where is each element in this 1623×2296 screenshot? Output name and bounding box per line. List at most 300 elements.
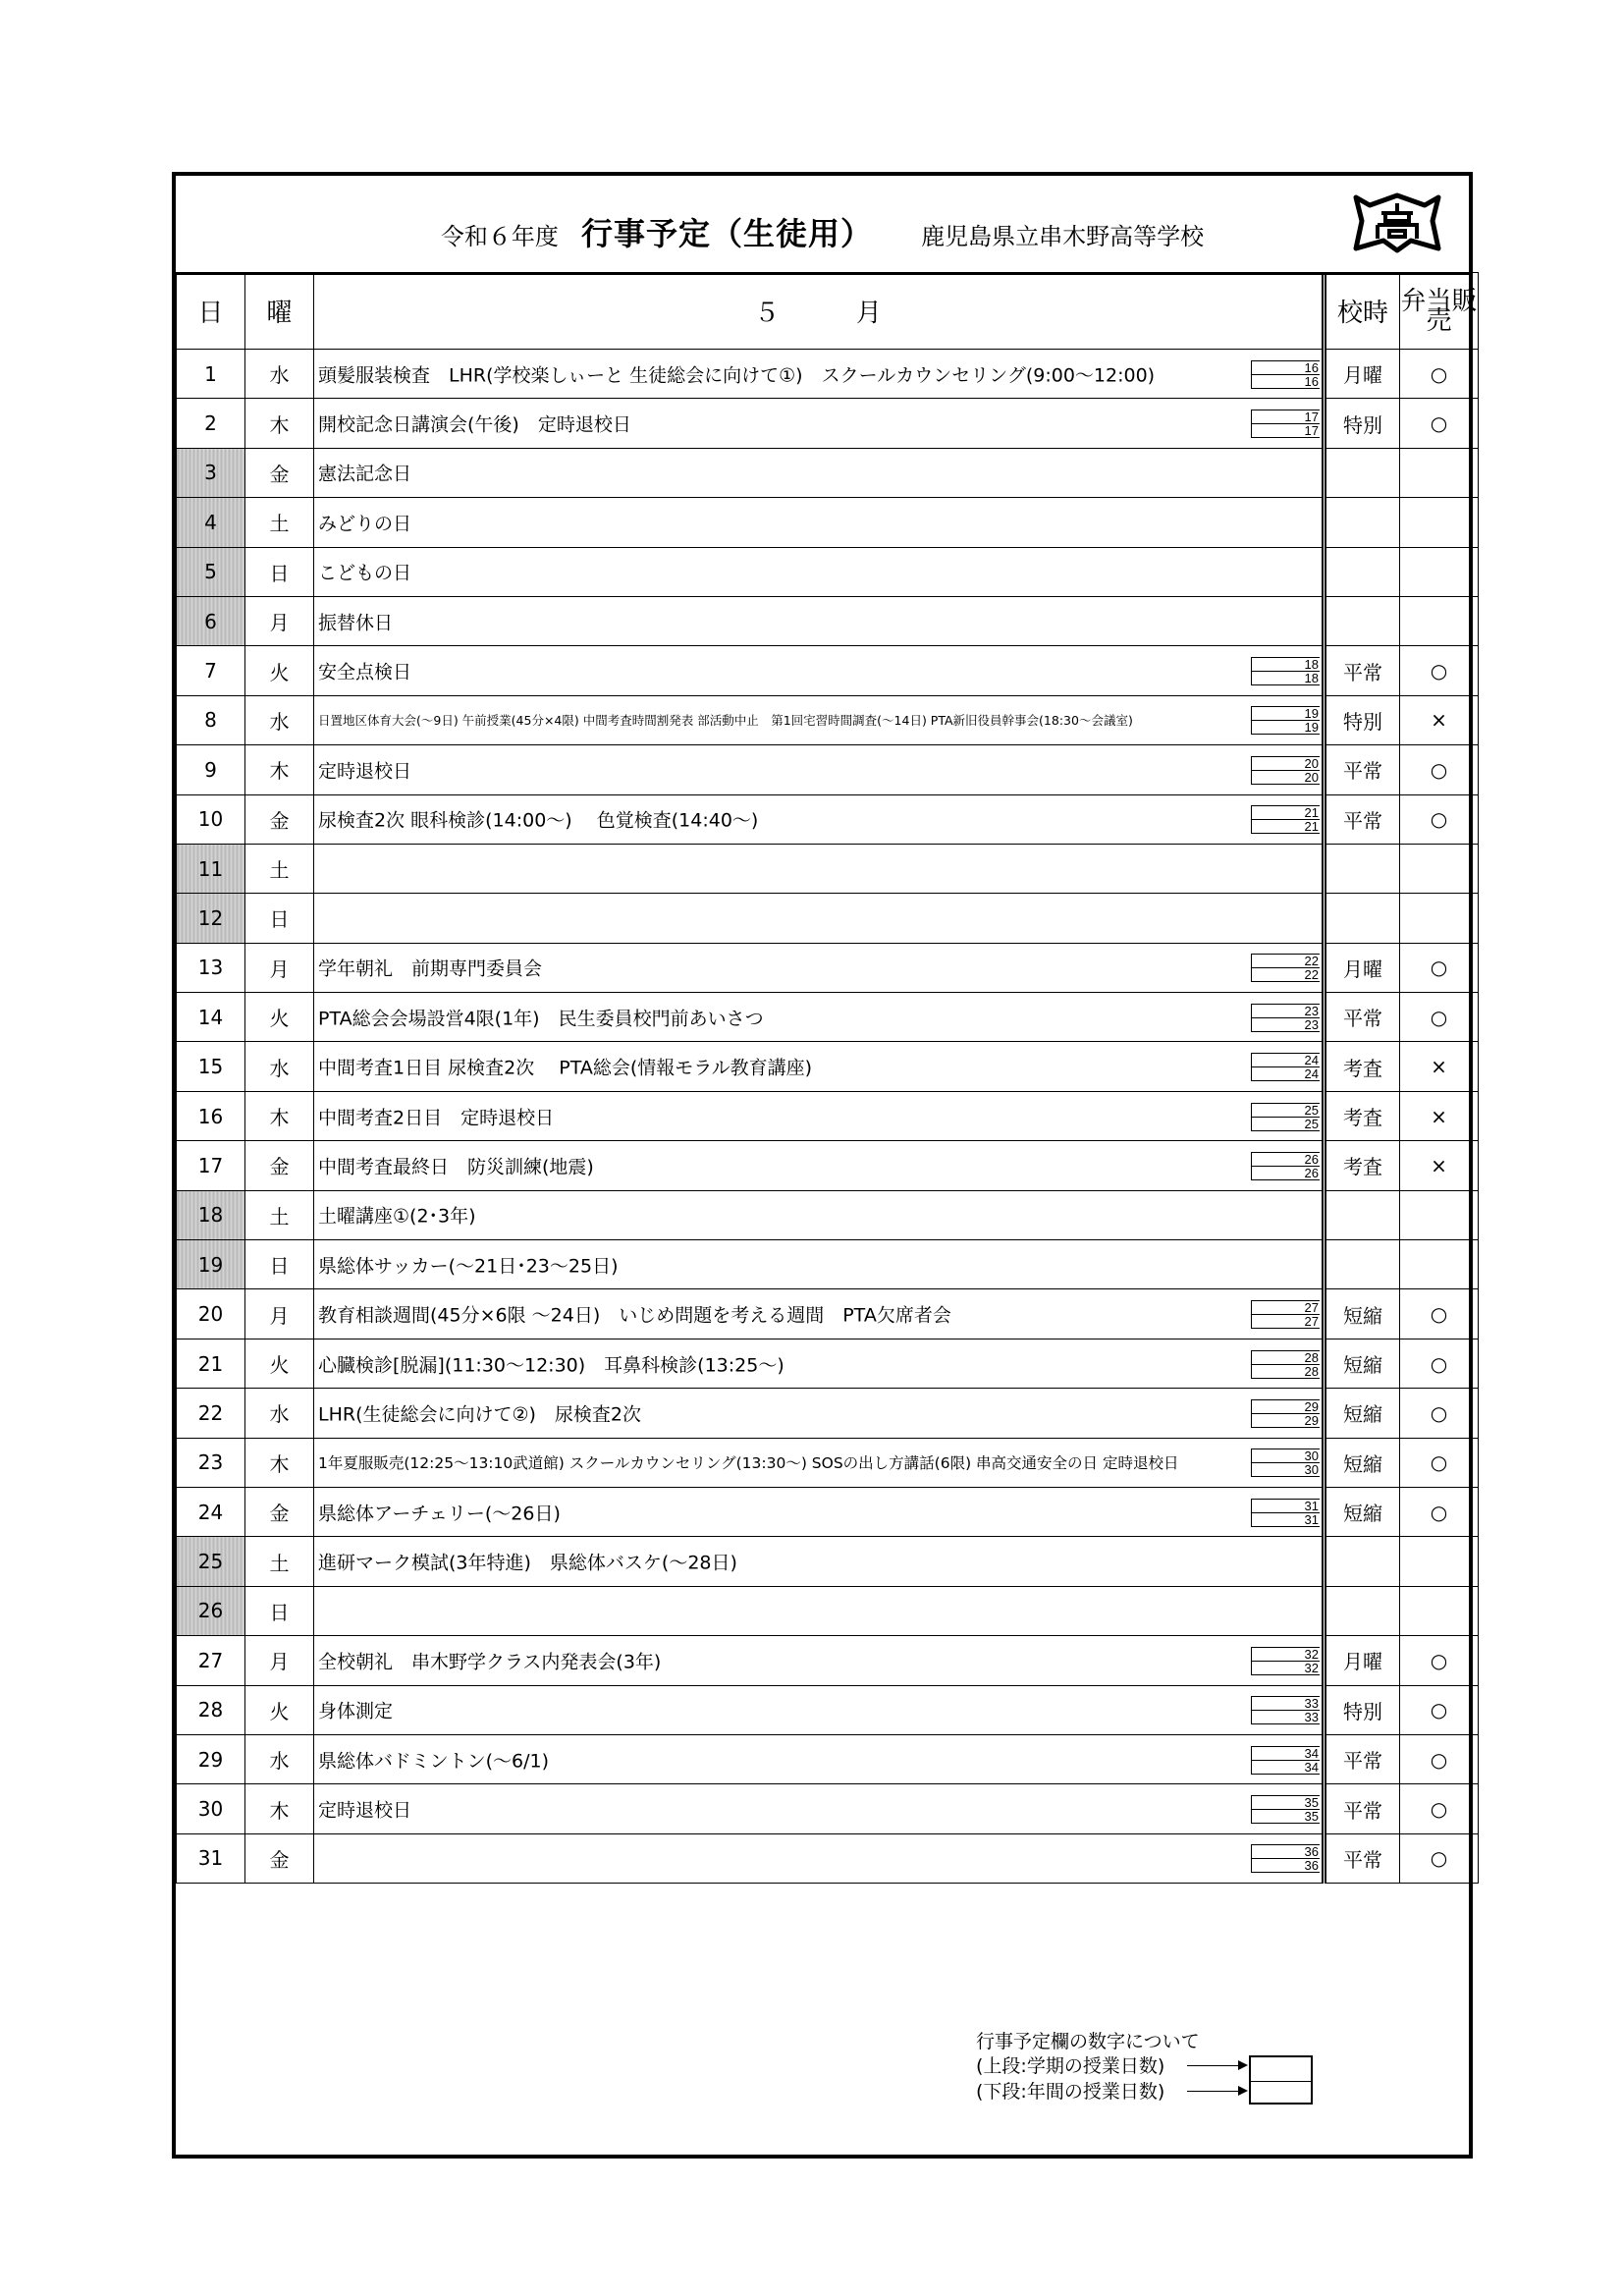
event-cell bbox=[314, 1636, 1325, 1685]
event-text: 県総体サッカー(～21日･23～25日) bbox=[318, 1255, 619, 1278]
event-cell bbox=[314, 596, 1325, 645]
event-text: 全校朝礼 串木野学クラス内発表会(3年) bbox=[318, 1651, 662, 1673]
day-cell: 6 bbox=[177, 596, 245, 645]
year-day-count: 31 bbox=[1251, 1513, 1320, 1527]
legend-upper-label: (上段:学期の授業日数) bbox=[976, 2055, 1165, 2077]
day-cell: 18 bbox=[177, 1190, 245, 1239]
period-cell bbox=[1325, 1240, 1400, 1289]
event-text: 尿検査2次 眼科検診(14:00～) 色覚検査(14:40～) bbox=[318, 809, 759, 832]
period-cell: 短縮 bbox=[1325, 1487, 1400, 1536]
table-row bbox=[177, 646, 1479, 695]
period-cell: 平常 bbox=[1325, 745, 1400, 794]
table-header-row bbox=[177, 273, 1479, 350]
table-row bbox=[177, 993, 1479, 1042]
event-text: 憲法記念日 bbox=[318, 463, 412, 485]
weekday-cell: 日 bbox=[245, 1586, 314, 1635]
weekday-cell: 火 bbox=[245, 1685, 314, 1734]
term-day-count: 28 bbox=[1251, 1350, 1320, 1365]
event-text: 中間考査最終日 防災訓練(地震) bbox=[318, 1156, 594, 1178]
bento-cell bbox=[1400, 844, 1479, 893]
class-day-counter bbox=[1251, 1004, 1320, 1031]
period-cell bbox=[1325, 1586, 1400, 1635]
period-cell: 短縮 bbox=[1325, 1389, 1400, 1438]
term-day-count: 24 bbox=[1251, 1053, 1320, 1067]
event-text: 県総体アーチェリー(～26日) bbox=[318, 1503, 561, 1525]
table-row bbox=[177, 547, 1479, 596]
period-cell bbox=[1325, 498, 1400, 547]
day-cell: 24 bbox=[177, 1487, 245, 1536]
day-cell: 9 bbox=[177, 745, 245, 794]
day-cell: 25 bbox=[177, 1537, 245, 1586]
bento-cell: ○ bbox=[1400, 1389, 1479, 1438]
event-cell bbox=[314, 547, 1325, 596]
table-row bbox=[177, 844, 1479, 893]
event-cell bbox=[314, 1091, 1325, 1140]
table-row bbox=[177, 1190, 1479, 1239]
day-cell: 17 bbox=[177, 1141, 245, 1190]
year-day-count: 25 bbox=[1251, 1118, 1320, 1131]
event-text: 開校記念日講演会(午後) 定時退校日 bbox=[318, 413, 631, 436]
weekday-cell: 火 bbox=[245, 646, 314, 695]
legend-title: 行事予定欄の数字について bbox=[976, 2031, 1200, 2052]
weekday-cell: 日 bbox=[245, 547, 314, 596]
year-day-count: 32 bbox=[1251, 1662, 1320, 1675]
table-row bbox=[177, 1438, 1479, 1487]
table-row bbox=[177, 943, 1479, 992]
bento-cell bbox=[1400, 1537, 1479, 1586]
event-cell bbox=[314, 1240, 1325, 1289]
day-cell: 21 bbox=[177, 1339, 245, 1388]
year-day-count: 19 bbox=[1251, 721, 1320, 735]
class-day-counter bbox=[1251, 360, 1320, 388]
event-cell bbox=[314, 1339, 1325, 1388]
event-text: 頭髪服装検査 LHR(学校楽しぃーと 生徒総会に向けて①) スクールカウンセリング(9:00～12:00) bbox=[318, 364, 1156, 387]
weekday-cell: 木 bbox=[245, 1438, 314, 1487]
bento-cell: ○ bbox=[1400, 1487, 1479, 1536]
period-cell: 月曜 bbox=[1325, 350, 1400, 399]
year-day-count: 29 bbox=[1251, 1414, 1320, 1428]
year-day-count: 16 bbox=[1251, 375, 1320, 389]
term-day-count: 17 bbox=[1251, 410, 1320, 424]
class-day-counter bbox=[1251, 1152, 1320, 1179]
day-cell: 20 bbox=[177, 1289, 245, 1339]
event-text: 教育相談週間(45分×6限 ～24日) いじめ問題を考える週間 PTA欠席者会 bbox=[318, 1304, 951, 1327]
period-cell: 平常 bbox=[1325, 1734, 1400, 1783]
event-cell bbox=[314, 943, 1325, 992]
bento-cell: ○ bbox=[1400, 745, 1479, 794]
day-cell: 7 bbox=[177, 646, 245, 695]
page-title: 行事予定（生徒用） bbox=[580, 215, 873, 252]
year-day-count: 18 bbox=[1251, 672, 1320, 685]
day-cell: 10 bbox=[177, 794, 245, 844]
event-text: みどりの日 bbox=[318, 513, 412, 535]
legend-lower bbox=[976, 2079, 1467, 2105]
year-day-count: 27 bbox=[1251, 1315, 1320, 1329]
term-day-count: 32 bbox=[1251, 1647, 1320, 1662]
bento-cell: ○ bbox=[1400, 993, 1479, 1042]
period-cell: 短縮 bbox=[1325, 1289, 1400, 1339]
weekday-cell: 火 bbox=[245, 1339, 314, 1388]
class-day-counter bbox=[1251, 1647, 1320, 1674]
schedule-sheet bbox=[172, 172, 1478, 2159]
col-header-weekday: 曜 bbox=[245, 273, 314, 350]
period-cell: 平常 bbox=[1325, 794, 1400, 844]
table-row bbox=[177, 794, 1479, 844]
bento-cell: ○ bbox=[1400, 943, 1479, 992]
term-day-count: 35 bbox=[1251, 1795, 1320, 1810]
count-legend bbox=[976, 2027, 1467, 2105]
year-day-count: 30 bbox=[1251, 1463, 1320, 1477]
event-cell bbox=[314, 1734, 1325, 1783]
year-day-count: 23 bbox=[1251, 1018, 1320, 1032]
period-cell: 考査 bbox=[1325, 1141, 1400, 1190]
sheet-header bbox=[176, 176, 1469, 275]
col-header-bento: 弁当販売 bbox=[1400, 273, 1479, 350]
arrow-right-icon bbox=[1187, 2091, 1246, 2092]
period-cell bbox=[1325, 844, 1400, 893]
event-text: 1年夏服販売(12:25～13:10武道館) スクールカウンセリング(13:30～) SOSの出し方講話(6限) 串高交通安全の日 定時退校日 bbox=[318, 1454, 1179, 1473]
event-text: 進研マーク模試(3年特進) 県総体バスケ(～28日) bbox=[318, 1552, 737, 1574]
period-cell: 平常 bbox=[1325, 1784, 1400, 1833]
class-day-counter bbox=[1251, 410, 1320, 437]
class-day-counter bbox=[1251, 706, 1320, 734]
event-cell bbox=[314, 1784, 1325, 1833]
weekday-cell: 日 bbox=[245, 894, 314, 943]
year-day-count: 36 bbox=[1251, 1859, 1320, 1873]
bento-cell bbox=[1400, 1240, 1479, 1289]
day-cell: 23 bbox=[177, 1438, 245, 1487]
table-row bbox=[177, 448, 1479, 497]
bento-cell: ○ bbox=[1400, 1833, 1479, 1883]
year-day-count: 33 bbox=[1251, 1711, 1320, 1724]
event-cell bbox=[314, 1586, 1325, 1635]
col-header-period: 校時 bbox=[1325, 273, 1400, 350]
event-text: LHR(生徒総会に向けて②) 尿検査2次 bbox=[318, 1403, 642, 1426]
class-day-counter bbox=[1251, 1053, 1320, 1080]
weekday-cell: 日 bbox=[245, 1240, 314, 1289]
event-text: 県総体バドミントン(～6/1) bbox=[318, 1750, 550, 1773]
term-day-count: 16 bbox=[1251, 360, 1320, 375]
event-text: 心臓検診[脱漏](11:30～12:30) 耳鼻科検診(13:25～) bbox=[318, 1354, 784, 1376]
table-row bbox=[177, 1537, 1479, 1586]
day-cell: 5 bbox=[177, 547, 245, 596]
year-day-count: 17 bbox=[1251, 424, 1320, 438]
bento-cell: ○ bbox=[1400, 1784, 1479, 1833]
period-cell: 月曜 bbox=[1325, 1636, 1400, 1685]
period-cell: 月曜 bbox=[1325, 943, 1400, 992]
term-day-count: 22 bbox=[1251, 954, 1320, 968]
class-day-counter bbox=[1251, 1499, 1320, 1526]
period-cell: 考査 bbox=[1325, 1042, 1400, 1091]
event-text: 学年朝礼 前期専門委員会 bbox=[318, 957, 543, 980]
arrow-right-icon bbox=[1187, 2065, 1246, 2066]
term-day-count: 27 bbox=[1251, 1300, 1320, 1315]
day-cell: 2 bbox=[177, 399, 245, 448]
legend-count-box bbox=[1249, 2055, 1313, 2105]
term-day-count: 30 bbox=[1251, 1449, 1320, 1463]
year-day-count: 21 bbox=[1251, 820, 1320, 834]
weekday-cell: 水 bbox=[245, 1734, 314, 1783]
col-header-month: ５ 月 bbox=[314, 273, 1325, 350]
day-cell: 4 bbox=[177, 498, 245, 547]
table-row bbox=[177, 1141, 1479, 1190]
table-row bbox=[177, 596, 1479, 645]
day-cell: 16 bbox=[177, 1091, 245, 1140]
event-cell bbox=[314, 745, 1325, 794]
bento-cell: ○ bbox=[1400, 794, 1479, 844]
footer-area bbox=[176, 1909, 1469, 2155]
day-cell: 22 bbox=[177, 1389, 245, 1438]
table-row bbox=[177, 1586, 1479, 1635]
table-row bbox=[177, 1685, 1479, 1734]
bento-cell: ○ bbox=[1400, 1289, 1479, 1339]
event-cell bbox=[314, 1438, 1325, 1487]
bento-cell: ○ bbox=[1400, 1339, 1479, 1388]
weekday-cell: 土 bbox=[245, 1537, 314, 1586]
event-cell bbox=[314, 1141, 1325, 1190]
term-day-count: 18 bbox=[1251, 657, 1320, 672]
table-row bbox=[177, 1091, 1479, 1140]
day-cell: 1 bbox=[177, 350, 245, 399]
day-cell: 19 bbox=[177, 1240, 245, 1289]
table-row bbox=[177, 1734, 1479, 1783]
bento-cell: ○ bbox=[1400, 350, 1479, 399]
term-day-count: 25 bbox=[1251, 1103, 1320, 1118]
event-cell bbox=[314, 1537, 1325, 1586]
table-row bbox=[177, 1289, 1479, 1339]
bento-cell bbox=[1400, 498, 1479, 547]
day-cell: 11 bbox=[177, 844, 245, 893]
event-cell bbox=[314, 498, 1325, 547]
day-cell: 26 bbox=[177, 1586, 245, 1635]
year-day-count: 28 bbox=[1251, 1365, 1320, 1379]
period-cell: 平常 bbox=[1325, 646, 1400, 695]
class-day-counter bbox=[1251, 1449, 1320, 1476]
weekday-cell: 金 bbox=[245, 794, 314, 844]
bento-cell bbox=[1400, 1586, 1479, 1635]
weekday-cell: 月 bbox=[245, 943, 314, 992]
period-cell: 特別 bbox=[1325, 695, 1400, 744]
term-day-count: 31 bbox=[1251, 1499, 1320, 1513]
event-cell bbox=[314, 1289, 1325, 1339]
event-text: 身体測定 bbox=[318, 1700, 394, 1722]
bento-cell: ○ bbox=[1400, 1685, 1479, 1734]
class-day-counter bbox=[1251, 1350, 1320, 1378]
day-cell: 3 bbox=[177, 448, 245, 497]
bento-cell: × bbox=[1400, 1141, 1479, 1190]
table-row bbox=[177, 1042, 1479, 1091]
weekday-cell: 金 bbox=[245, 1141, 314, 1190]
period-cell bbox=[1325, 448, 1400, 497]
weekday-cell: 月 bbox=[245, 1289, 314, 1339]
day-cell: 30 bbox=[177, 1784, 245, 1833]
weekday-cell: 水 bbox=[245, 695, 314, 744]
table-row bbox=[177, 399, 1479, 448]
table-row bbox=[177, 498, 1479, 547]
event-text: こどもの日 bbox=[318, 562, 412, 584]
period-cell bbox=[1325, 547, 1400, 596]
class-day-counter bbox=[1251, 1844, 1320, 1872]
year-day-count: 35 bbox=[1251, 1810, 1320, 1824]
day-cell: 27 bbox=[177, 1636, 245, 1685]
event-cell bbox=[314, 1487, 1325, 1536]
event-cell bbox=[314, 993, 1325, 1042]
schedule-table bbox=[176, 272, 1479, 1884]
event-text: 日置地区体育大会(～9日) 午前授業(45分×4限) 中間考査時間割発表 部活動中止 第1回宅習時間調査(～14日) PTA新旧役員幹事会(18:30～会議室) bbox=[318, 713, 1133, 729]
bento-cell bbox=[1400, 448, 1479, 497]
weekday-cell: 金 bbox=[245, 1487, 314, 1536]
period-cell bbox=[1325, 596, 1400, 645]
table-row bbox=[177, 1784, 1479, 1833]
event-text: 定時退校日 bbox=[318, 1799, 412, 1822]
event-cell bbox=[314, 448, 1325, 497]
event-cell bbox=[314, 1685, 1325, 1734]
bento-cell: × bbox=[1400, 1091, 1479, 1140]
class-day-counter bbox=[1251, 1103, 1320, 1130]
event-cell bbox=[314, 1389, 1325, 1438]
event-cell bbox=[314, 646, 1325, 695]
bento-cell: × bbox=[1400, 1042, 1479, 1091]
event-cell bbox=[314, 399, 1325, 448]
class-day-counter bbox=[1251, 1399, 1320, 1427]
weekday-cell: 月 bbox=[245, 596, 314, 645]
event-text: 土曜講座①(2･3年) bbox=[318, 1205, 476, 1228]
period-cell: 平常 bbox=[1325, 993, 1400, 1042]
weekday-cell: 金 bbox=[245, 1833, 314, 1883]
term-day-count: 34 bbox=[1251, 1746, 1320, 1761]
term-day-count: 19 bbox=[1251, 706, 1320, 721]
term-day-count: 21 bbox=[1251, 805, 1320, 820]
table-row bbox=[177, 1636, 1479, 1685]
year-day-count: 22 bbox=[1251, 968, 1320, 982]
weekday-cell: 木 bbox=[245, 1091, 314, 1140]
weekday-cell: 金 bbox=[245, 448, 314, 497]
event-cell bbox=[314, 894, 1325, 943]
period-cell: 特別 bbox=[1325, 1685, 1400, 1734]
bento-cell bbox=[1400, 547, 1479, 596]
table-row bbox=[177, 1389, 1479, 1438]
table-row bbox=[177, 1339, 1479, 1388]
bento-cell: ○ bbox=[1400, 399, 1479, 448]
event-cell bbox=[314, 695, 1325, 744]
col-header-day: 日 bbox=[177, 273, 245, 350]
legend-lower-label: (下段:年間の授業日数) bbox=[976, 2081, 1165, 2103]
weekday-cell: 火 bbox=[245, 993, 314, 1042]
event-text: 安全点検日 bbox=[318, 661, 412, 683]
school-emblem-icon bbox=[1352, 191, 1442, 254]
school-name: 鹿児島県立串木野高等学校 bbox=[921, 223, 1205, 250]
class-day-counter bbox=[1251, 1696, 1320, 1723]
bento-cell: ○ bbox=[1400, 646, 1479, 695]
day-cell: 12 bbox=[177, 894, 245, 943]
weekday-cell: 水 bbox=[245, 1042, 314, 1091]
table-row bbox=[177, 894, 1479, 943]
weekday-cell: 月 bbox=[245, 1636, 314, 1685]
table-row bbox=[177, 1833, 1479, 1883]
table-row bbox=[177, 1487, 1479, 1536]
table-row bbox=[177, 695, 1479, 744]
table-row bbox=[177, 350, 1479, 399]
day-cell: 13 bbox=[177, 943, 245, 992]
event-cell bbox=[314, 794, 1325, 844]
weekday-cell: 木 bbox=[245, 399, 314, 448]
event-cell bbox=[314, 350, 1325, 399]
fiscal-year: 令和６年度 bbox=[440, 223, 559, 250]
class-day-counter bbox=[1251, 756, 1320, 784]
class-day-counter bbox=[1251, 1746, 1320, 1774]
event-text: 中間考査2日目 定時退校日 bbox=[318, 1107, 555, 1129]
schedule-rows bbox=[177, 350, 1479, 1884]
day-cell: 15 bbox=[177, 1042, 245, 1091]
year-day-count: 34 bbox=[1251, 1761, 1320, 1775]
day-cell: 29 bbox=[177, 1734, 245, 1783]
header-text bbox=[176, 209, 1469, 254]
term-day-count: 36 bbox=[1251, 1844, 1320, 1859]
class-day-counter bbox=[1251, 805, 1320, 833]
event-text: 振替休日 bbox=[318, 612, 394, 634]
bento-cell bbox=[1400, 1190, 1479, 1239]
weekday-cell: 木 bbox=[245, 745, 314, 794]
weekday-cell: 木 bbox=[245, 1784, 314, 1833]
table-row bbox=[177, 1240, 1479, 1289]
day-cell: 28 bbox=[177, 1685, 245, 1734]
term-day-count: 23 bbox=[1251, 1004, 1320, 1018]
year-day-count: 20 bbox=[1251, 771, 1320, 785]
weekday-cell: 土 bbox=[245, 844, 314, 893]
bento-cell: ○ bbox=[1400, 1636, 1479, 1685]
period-cell: 短縮 bbox=[1325, 1339, 1400, 1388]
day-cell: 31 bbox=[177, 1833, 245, 1883]
bento-cell: × bbox=[1400, 695, 1479, 744]
term-day-count: 29 bbox=[1251, 1399, 1320, 1414]
table-row bbox=[177, 745, 1479, 794]
bento-cell bbox=[1400, 894, 1479, 943]
weekday-cell: 土 bbox=[245, 1190, 314, 1239]
class-day-counter bbox=[1251, 1300, 1320, 1328]
day-cell: 14 bbox=[177, 993, 245, 1042]
event-cell bbox=[314, 844, 1325, 893]
period-cell: 平常 bbox=[1325, 1833, 1400, 1883]
event-cell bbox=[314, 1833, 1325, 1883]
event-text: PTA総会会場設営4限(1年) 民生委員校門前あいさつ bbox=[318, 1008, 764, 1030]
weekday-cell: 水 bbox=[245, 1389, 314, 1438]
legend-upper bbox=[976, 2053, 1467, 2079]
event-text: 中間考査1日目 尿検査2次 PTA総会(情報モラル教育講座) bbox=[318, 1057, 813, 1079]
bento-cell: ○ bbox=[1400, 1438, 1479, 1487]
period-cell bbox=[1325, 1537, 1400, 1586]
weekday-cell: 水 bbox=[245, 350, 314, 399]
class-day-counter bbox=[1251, 1795, 1320, 1823]
bento-cell bbox=[1400, 596, 1479, 645]
weekday-cell: 土 bbox=[245, 498, 314, 547]
period-cell: 短縮 bbox=[1325, 1438, 1400, 1487]
bento-cell: ○ bbox=[1400, 1734, 1479, 1783]
class-day-counter bbox=[1251, 954, 1320, 981]
year-day-count: 24 bbox=[1251, 1067, 1320, 1081]
event-text: 定時退校日 bbox=[318, 760, 412, 783]
event-cell bbox=[314, 1190, 1325, 1239]
period-cell: 考査 bbox=[1325, 1091, 1400, 1140]
period-cell: 特別 bbox=[1325, 399, 1400, 448]
term-day-count: 33 bbox=[1251, 1696, 1320, 1711]
event-cell bbox=[314, 1042, 1325, 1091]
period-cell bbox=[1325, 894, 1400, 943]
day-cell: 8 bbox=[177, 695, 245, 744]
term-day-count: 20 bbox=[1251, 756, 1320, 771]
class-day-counter bbox=[1251, 657, 1320, 684]
year-day-count: 26 bbox=[1251, 1167, 1320, 1180]
period-cell bbox=[1325, 1190, 1400, 1239]
